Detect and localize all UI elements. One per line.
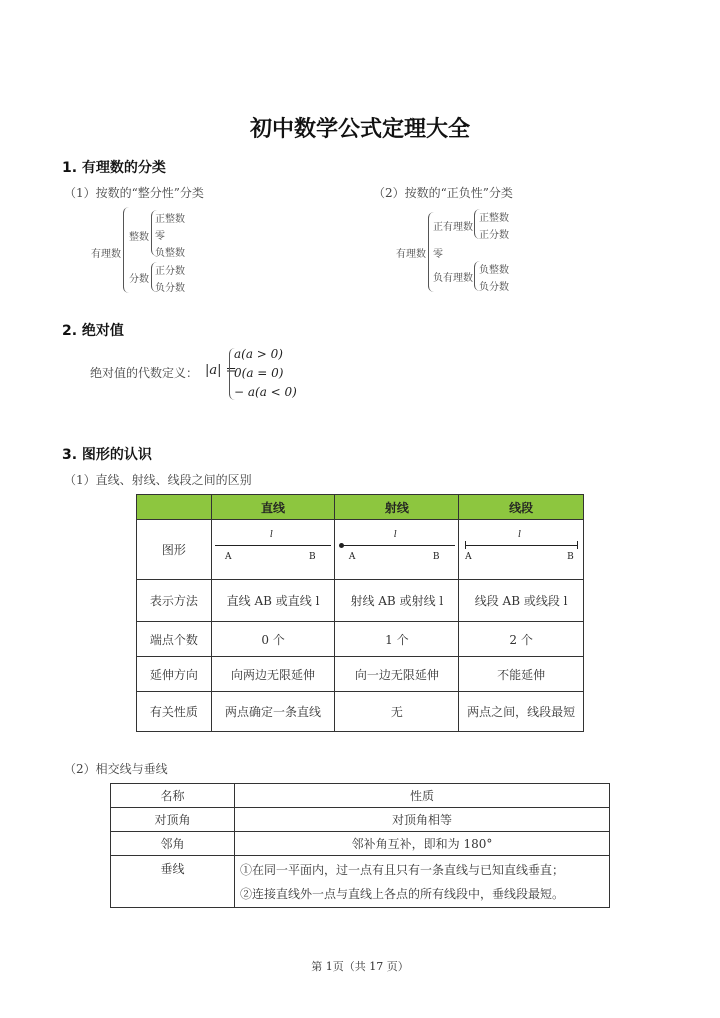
row-label: 图形 — [137, 520, 212, 580]
tree-root: 有理数 — [91, 249, 121, 260]
table-cell: 无 — [335, 692, 459, 732]
table-caption-2: （2）相交线与垂线 — [64, 762, 168, 776]
table-row — [137, 520, 584, 580]
figure-letter: l — [270, 529, 273, 540]
table-row — [111, 832, 610, 856]
row-label: 延伸方向 — [137, 657, 212, 692]
page-footer: 第 1页（共 17 页） — [311, 960, 409, 973]
table-row — [111, 856, 610, 908]
tree-leaf: 负整数 — [155, 248, 185, 259]
row-label: 垂线 — [111, 856, 235, 908]
tree-leaf: 负整数 — [479, 265, 509, 276]
row-label: 邻角 — [111, 832, 235, 856]
tree-group: 负有理数 — [433, 273, 473, 284]
segment-figure — [461, 528, 581, 572]
section-heading-1: 1. 有理数的分类 — [62, 160, 166, 176]
table-header-cell: 直线 — [211, 495, 335, 520]
figure-letter: B — [432, 551, 440, 562]
tree-leaf: 负分数 — [155, 283, 185, 294]
property-line: ②连接直线外一点与直线上各点的所有线段中，垂线段最短。 — [240, 886, 565, 901]
line-segment-shape — [215, 545, 331, 546]
tree-leaf: 正整数 — [155, 214, 185, 225]
absolute-value-label: 绝对值的代数定义： — [90, 366, 199, 380]
intersecting-lines-table — [110, 783, 610, 908]
endpoint-dot — [339, 543, 344, 548]
tree-leaf: 正整数 — [479, 213, 509, 224]
tree-leaf: 正分数 — [155, 266, 185, 277]
endpoint-tick — [465, 541, 466, 549]
table-row — [137, 580, 584, 622]
figure-cell — [335, 520, 459, 580]
table-cell: 邻补角互补，即和为 180° — [235, 832, 610, 856]
table-cell: 直线 AB 或直线 l — [211, 580, 335, 622]
tree-group: 正有理数 — [433, 222, 473, 233]
table-cell: 1 个 — [335, 622, 459, 657]
row-label: 端点个数 — [137, 622, 212, 657]
table-header-cell: 性质 — [235, 784, 610, 808]
figure-letter: l — [518, 529, 522, 540]
segment-shape — [465, 545, 577, 546]
row-label: 有关性质 — [137, 692, 212, 732]
tree-leaf: 负分数 — [479, 282, 509, 293]
section-heading-2: 2. 绝对值 — [62, 323, 124, 339]
table-row — [111, 808, 610, 832]
table-cell: 不能延伸 — [459, 657, 584, 692]
table-row — [137, 692, 584, 732]
tree-group: 整数 — [129, 232, 149, 243]
figure-cell — [211, 520, 335, 580]
table-header-cell: 名称 — [111, 784, 235, 808]
table-cell: 0 个 — [211, 622, 335, 657]
classification-caption-left: （1）按数的“整分性”分类 — [64, 186, 204, 200]
line-figure — [213, 528, 333, 572]
table-header-row — [137, 495, 584, 520]
classification-caption-right: （2）按数的“正负性”分类 — [373, 186, 513, 200]
property-line: ①在同一平面内，过一点有且只有一条直线与已知直线垂直； — [240, 862, 565, 877]
tree-group: 分数 — [129, 274, 149, 285]
tree-leaf: 正分数 — [479, 230, 509, 241]
table-row — [137, 622, 584, 657]
tree-zero: 零 — [433, 249, 443, 260]
line-comparison-table — [136, 494, 584, 732]
table-cell: 两点之间，线段最短 — [459, 692, 584, 732]
row-label: 表示方法 — [137, 580, 212, 622]
tree-root: 有理数 — [396, 249, 426, 260]
page-title: 初中数学公式定理大全 — [249, 117, 470, 142]
figure-letter: A — [348, 551, 356, 562]
table-cell: 线段 AB 或线段 l — [459, 580, 584, 622]
table-header-row — [111, 784, 610, 808]
section-heading-3: 3. 图形的认识 — [62, 447, 152, 463]
figure-letter: B — [309, 551, 316, 562]
figure-letter: A — [225, 551, 232, 562]
figure-letter: B — [567, 551, 574, 562]
table-cell — [235, 856, 610, 908]
figure-letter: A — [465, 551, 472, 562]
figure-cell — [459, 520, 584, 580]
case-line: a(a > 0) — [234, 347, 283, 361]
table-cell: 射线 AB 或射线 l — [335, 580, 459, 622]
table-cell: 对顶角相等 — [235, 808, 610, 832]
ray-shape — [341, 545, 455, 546]
case-line: − a(a < 0) — [234, 385, 297, 399]
case-line: 0(a = 0) — [234, 366, 284, 380]
table-cell: 两点确定一条直线 — [211, 692, 335, 732]
tree-leaf: 零 — [155, 231, 165, 242]
table-cell: 向一边无限延伸 — [335, 657, 459, 692]
table-header-cell: 射线 — [335, 495, 459, 520]
ray-figure — [337, 528, 457, 572]
figure-letter: l — [393, 529, 397, 540]
table-header-cell — [137, 495, 212, 520]
row-label: 对顶角 — [111, 808, 235, 832]
endpoint-tick — [577, 541, 578, 549]
table-header-cell: 线段 — [459, 495, 584, 520]
table-cell: 向两边无限延伸 — [211, 657, 335, 692]
table-row — [137, 657, 584, 692]
classification-tree-right — [0, 0, 720, 320]
absolute-value-lhs: |a| = — [205, 363, 237, 378]
table-cell: 2 个 — [459, 622, 584, 657]
table-caption-1: （1）直线、射线、线段之间的区别 — [64, 473, 252, 487]
